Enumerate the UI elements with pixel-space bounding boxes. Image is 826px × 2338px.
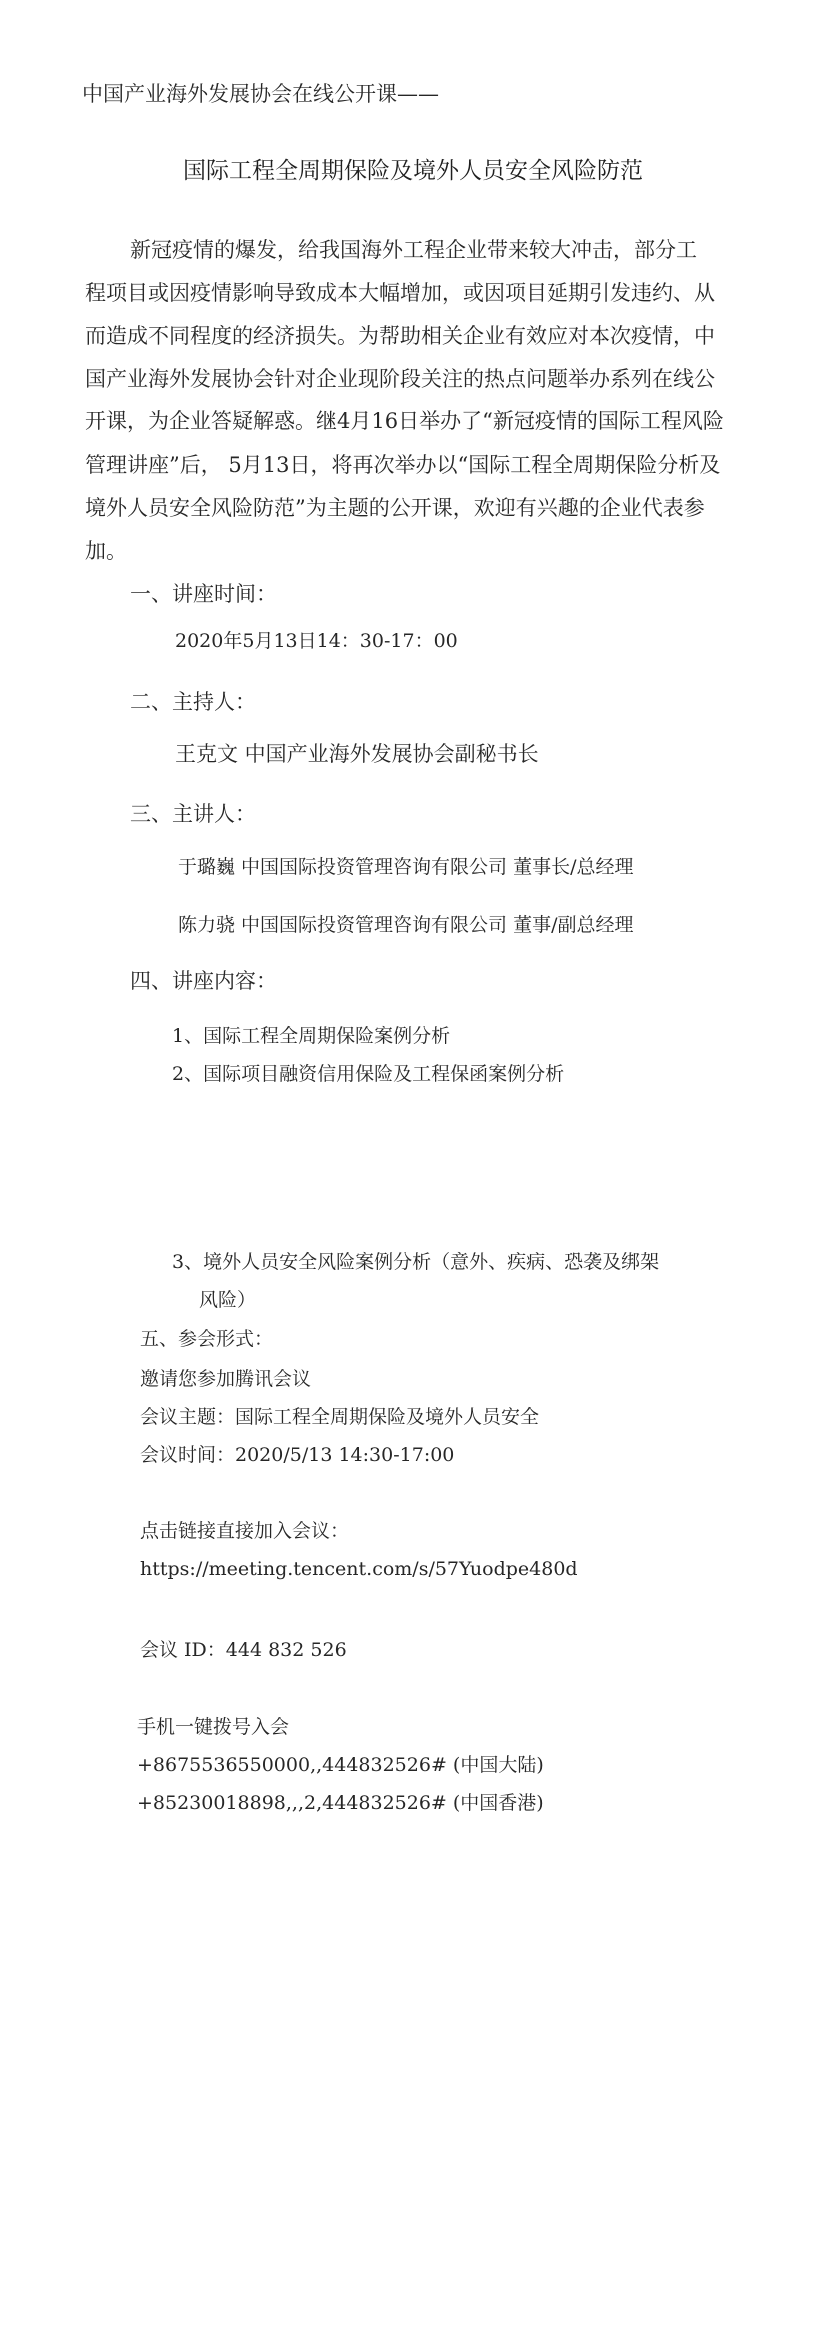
section-heading-speakers: 三、主讲人： xyxy=(130,802,256,826)
intro-line: 境外人员安全风险防范”为主题的公开课，欢迎有兴趣的企业代表参 xyxy=(85,496,705,520)
dial-in-label: 手机一键拨号入会 xyxy=(137,1716,290,1738)
section-heading-host: 二、主持人： xyxy=(130,690,256,714)
content-item: 2、国际项目融资信用保险及工程保函案例分析 xyxy=(172,1063,565,1085)
intro-line: 管理讲座”后， 5月13日，将再次举办以“国际工程全周期保险分析及 xyxy=(85,453,721,477)
section-heading-time: 一、讲座时间： xyxy=(130,582,277,606)
page-title: 国际工程全周期保险及境外人员安全风险防范 xyxy=(183,158,643,184)
host-value: 王克文 中国产业海外发展协会副秘书长 xyxy=(175,742,539,766)
content-item: 1、国际工程全周期保险案例分析 xyxy=(172,1025,451,1047)
content-item: 3、境外人员安全风险案例分析（意外、疾病、恐袭及绑架 xyxy=(172,1251,660,1273)
intro-line: 加。 xyxy=(85,539,127,563)
intro-line: 新冠疫情的爆发，给我国海外工程企业带来较大冲击，部分工 xyxy=(130,238,697,262)
meeting-time: 会议时间：2020/5/13 14:30-17:00 xyxy=(140,1444,455,1466)
dial-in-mainland: +8675536550000,,444832526# (中国大陆) xyxy=(137,1754,544,1776)
page-header: 中国产业海外发展协会在线公开课—— xyxy=(82,82,439,106)
intro-line: 开课，为企业答疑解惑。继4月16日举办了“新冠疫情的国际工程风险 xyxy=(85,409,724,433)
meeting-id: 会议 ID：444 832 526 xyxy=(140,1639,347,1661)
meeting-topic: 会议主题：国际工程全周期保险及境外人员安全 xyxy=(140,1406,540,1428)
section-heading-format: 五、参会形式： xyxy=(140,1328,274,1350)
meeting-invite: 邀请您参加腾讯会议 xyxy=(140,1368,312,1390)
speaker-item: 于璐巍 中国国际投资管理咨询有限公司 董事长/总经理 xyxy=(178,856,634,878)
lecture-time-value: 2020年5月13日14：30-17：00 xyxy=(175,630,458,652)
section-heading-content: 四、讲座内容： xyxy=(130,969,277,993)
dial-in-hongkong: +85230018898,,,2,444832526# (中国香港) xyxy=(137,1792,544,1814)
content-item-continuation: 风险） xyxy=(199,1289,257,1311)
intro-line: 而造成不同程度的经济损失。为帮助相关企业有效应对本次疫情，中 xyxy=(85,324,715,348)
intro-line: 国产业海外发展协会针对企业现阶段关注的热点问题举办系列在线公 xyxy=(85,367,715,391)
intro-line: 程项目或因疫情影响导致成本大幅增加，或因项目延期引发违约、从 xyxy=(85,281,715,305)
speaker-item: 陈力骁 中国国际投资管理咨询有限公司 董事/副总经理 xyxy=(178,914,634,936)
join-link-label: 点击链接直接加入会议： xyxy=(140,1520,350,1542)
meeting-link[interactable]: https://meeting.tencent.com/s/57Yuodpe480d xyxy=(140,1558,578,1580)
